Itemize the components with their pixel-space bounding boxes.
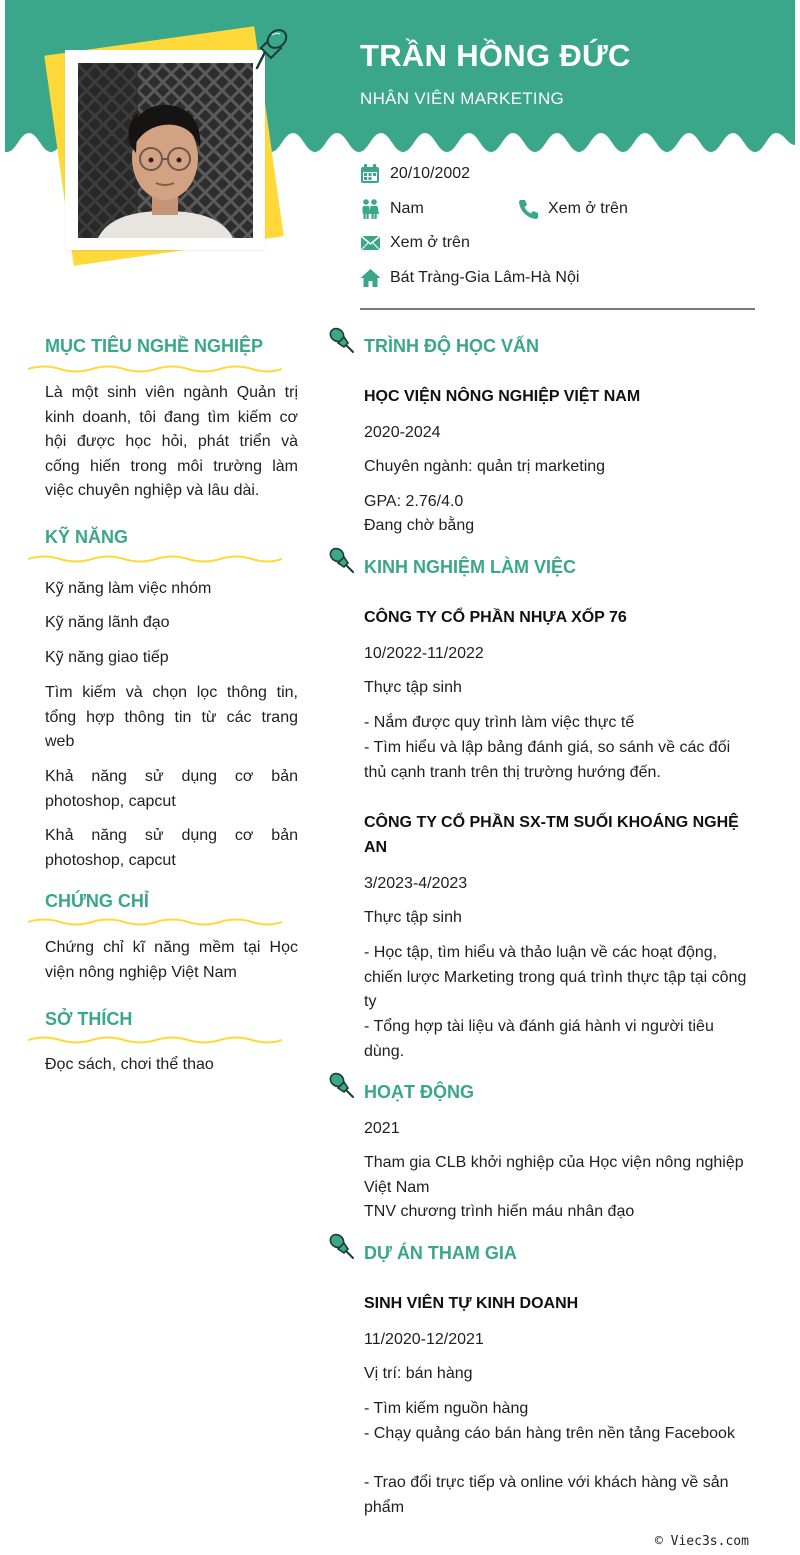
contact-divider bbox=[360, 308, 755, 310]
contact-phone bbox=[518, 199, 628, 219]
hobbies-underline bbox=[28, 1035, 282, 1045]
skill-item: Kỹ năng làm việc nhóm bbox=[45, 580, 212, 597]
skill-item: Kỹ năng lãnh đạo bbox=[45, 614, 170, 631]
profile-photo bbox=[78, 63, 253, 238]
project-name: SINH VIÊN TỰ KINH DOANH bbox=[364, 1295, 579, 1312]
gender-value: Nam bbox=[390, 200, 424, 217]
skill-item: Kỹ năng giao tiếp bbox=[45, 649, 169, 666]
email-value: Xem ở trên bbox=[390, 234, 470, 251]
address-value: Bát Tràng-Gia Lâm-Hà Nội bbox=[390, 269, 580, 286]
activity-year: 2021 bbox=[364, 1120, 400, 1137]
job-role: Thực tập sinh bbox=[364, 679, 462, 696]
calendar-icon bbox=[360, 164, 382, 184]
skills-title: KỸ NĂNG bbox=[45, 527, 129, 547]
project-period: 11/2020-12/2021 bbox=[364, 1331, 484, 1348]
job-company: CÔNG TY CỔ PHẦN SX-TM SUỐI KHOÁNG NGHỆ AN bbox=[364, 814, 739, 856]
school-name: HỌC VIỆN NÔNG NGHIỆP VIỆT NAM bbox=[364, 388, 641, 405]
job-title: NHÂN VIÊN MARKETING bbox=[360, 89, 565, 108]
contact-address bbox=[360, 268, 579, 288]
pushpin-icon bbox=[328, 547, 356, 575]
project-item: - Tìm kiếm nguồn hàng bbox=[364, 1400, 529, 1417]
job-description: - Học tập, tìm hiểu và thảo luận về các hoạt động, chiến lược Marketing trong quá trình thực tập tại công ty bbox=[364, 944, 747, 1010]
pushpin-icon bbox=[249, 26, 291, 72]
activity-item: TNV chương trình hiến máu nhân đạo bbox=[364, 1203, 635, 1220]
job-role: Thực tập sinh bbox=[364, 909, 462, 926]
certificates-underline bbox=[28, 917, 282, 927]
contact-gender bbox=[360, 199, 424, 219]
pushpin-icon bbox=[328, 327, 356, 355]
objective-text: Là một sinh viên ngành Quản trị kinh doanh, tôi đang tìm kiếm cơ hội được học hỏi, phát triển và cống hiến trong môi trường làm việc chuyên nghiệp và lâu dài. bbox=[45, 384, 298, 499]
education-gpa: GPA: 2.76/4.0 bbox=[364, 493, 464, 510]
skill-item: Khả năng sử dụng cơ bản photoshop, capcut bbox=[45, 827, 298, 869]
pushpin-icon bbox=[328, 1072, 356, 1100]
certificates-title: CHỨNG CHỈ bbox=[45, 891, 149, 911]
objective-underline bbox=[28, 364, 282, 374]
hobbies-text: Đọc sách, chơi thể thao bbox=[45, 1056, 214, 1073]
objective-title: MỤC TIÊU NGHỀ NGHIỆP bbox=[45, 336, 264, 356]
phone-icon bbox=[518, 199, 540, 219]
people-icon bbox=[360, 199, 382, 219]
job-description: - Tìm hiểu và lập bảng đánh giá, so sánh về các đối thủ cạnh tranh trên thị trường hướng đến. bbox=[364, 739, 731, 781]
project-item: - Trao đổi trực tiếp và online với khách hàng về sản phẩm bbox=[364, 1474, 729, 1516]
education-major: Chuyên ngành: quản trị marketing bbox=[364, 458, 606, 475]
skills-underline bbox=[28, 554, 282, 564]
candidate-name: TRẦN HỒNG ĐỨC bbox=[360, 38, 631, 73]
job-period: 3/2023-4/2023 bbox=[364, 875, 468, 892]
birthday-value: 20/10/2002 bbox=[390, 165, 471, 182]
pushpin-icon bbox=[328, 1233, 356, 1261]
education-period: 2020-2024 bbox=[364, 424, 441, 441]
job-description: - Nắm được quy trình làm việc thực tế bbox=[364, 714, 635, 731]
experience-title: KINH NGHIỆM LÀM VIỆC bbox=[364, 557, 577, 577]
envelope-icon bbox=[360, 233, 382, 253]
certificates-text: Chứng chỉ kĩ năng mềm tại Học viện nông nghiệp Việt Nam bbox=[45, 939, 298, 981]
contact-email bbox=[360, 233, 470, 253]
education-title: TRÌNH ĐỘ HỌC VẤN bbox=[364, 336, 539, 356]
project-item: - Chạy quảng cáo bán hàng trên nền tảng Facebook bbox=[364, 1425, 735, 1442]
education-status: Đang chờ bằng bbox=[364, 517, 475, 534]
skill-item: Tìm kiếm và chọn lọc thông tin, tổng hợp thông tin từ các trang web bbox=[45, 684, 298, 750]
hobbies-title: SỞ THÍCH bbox=[45, 1009, 133, 1029]
copyright: © Viec3s.com bbox=[655, 1534, 749, 1549]
projects-title: DỰ ÁN THAM GIA bbox=[364, 1243, 517, 1263]
photo-border bbox=[65, 50, 265, 250]
home-icon bbox=[360, 268, 382, 288]
skill-item: Khả năng sử dụng cơ bản photoshop, capcut bbox=[45, 768, 298, 810]
contact-birthday bbox=[360, 164, 470, 184]
activity-item: Tham gia CLB khởi nghiệp của Học viện nông nghiệp Việt Nam bbox=[364, 1154, 744, 1196]
job-period: 10/2022-11/2022 bbox=[364, 645, 484, 662]
activities-title: HOẠT ĐỘNG bbox=[364, 1082, 474, 1102]
profile-photo-frame bbox=[44, 28, 289, 270]
phone-value: Xem ở trên bbox=[548, 200, 628, 217]
job-company: CÔNG TY CỔ PHẦN NHỰA XỐP 76 bbox=[364, 609, 627, 626]
project-position: Vị trí: bán hàng bbox=[364, 1365, 473, 1382]
job-description: - Tổng hợp tài liệu và đánh giá hành vi người tiêu dùng. bbox=[364, 1018, 714, 1060]
